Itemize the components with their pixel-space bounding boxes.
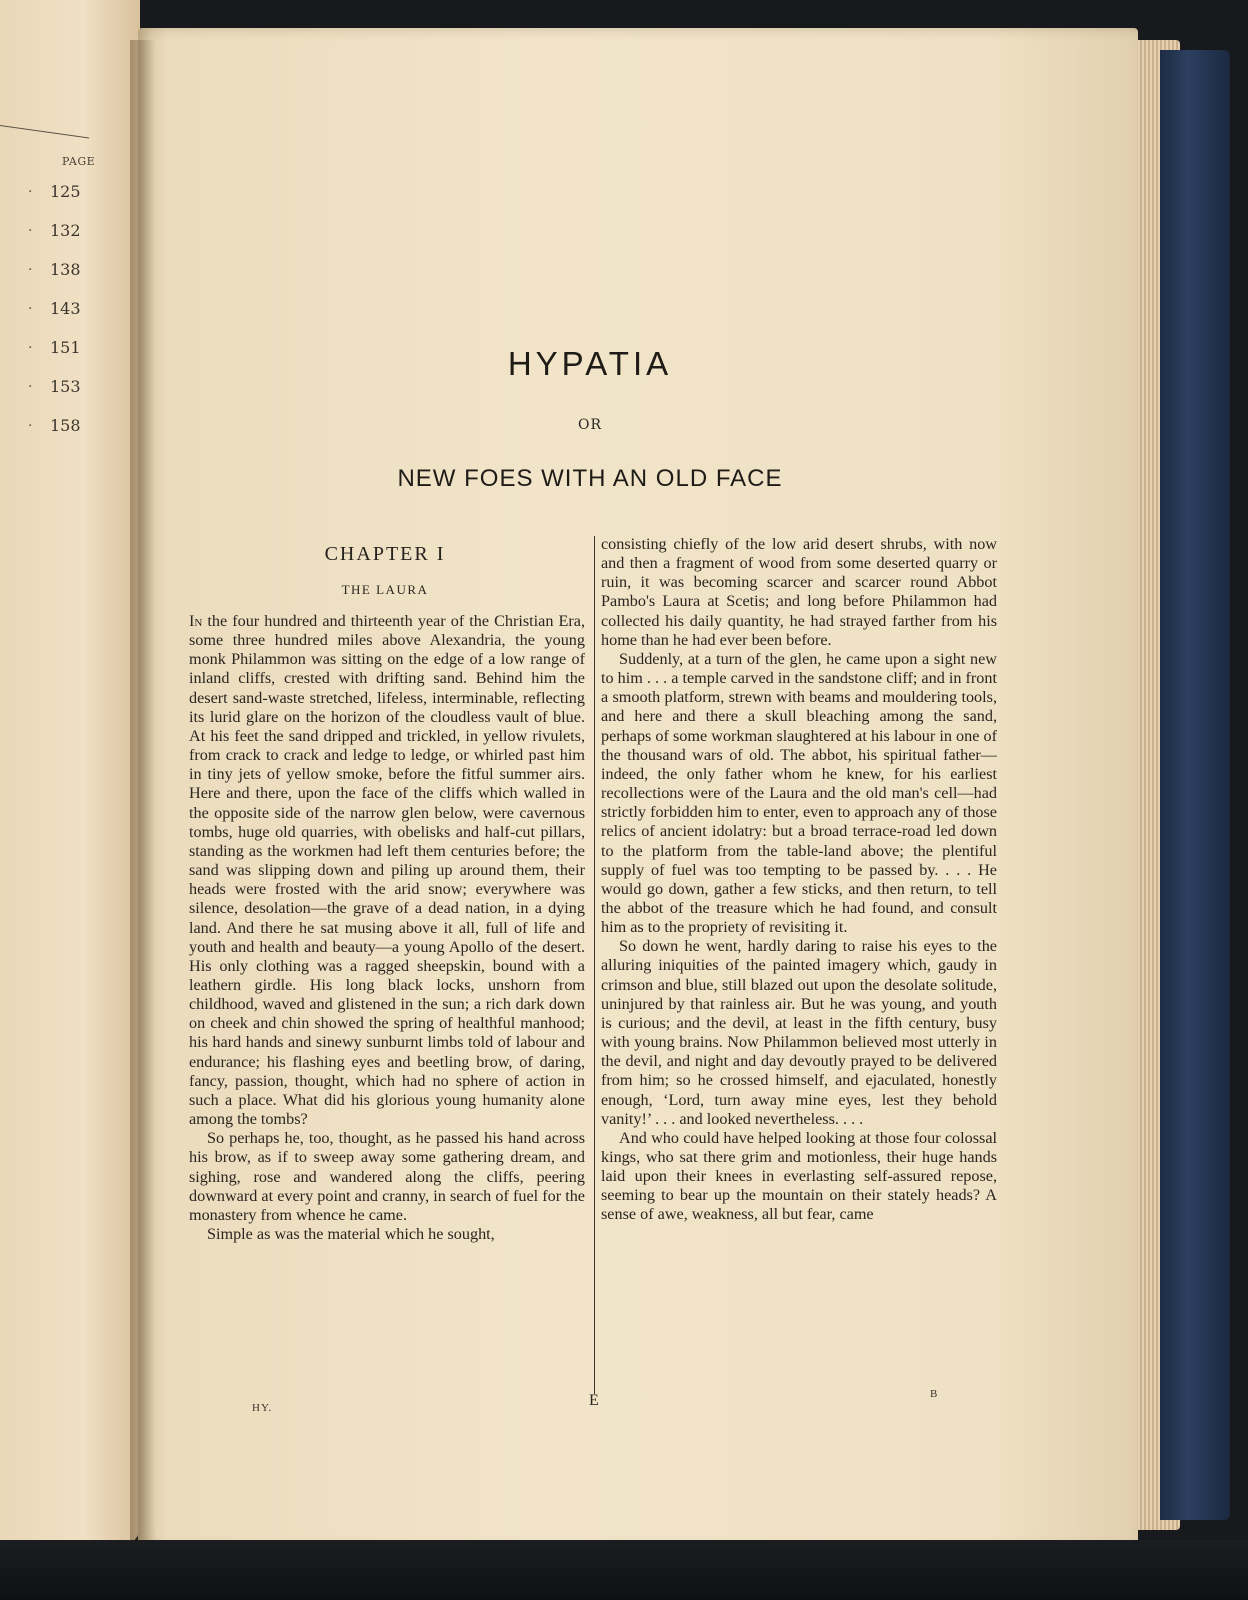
toc-dot: · <box>28 417 33 434</box>
toc-page-number: 138 <box>50 260 81 279</box>
toc-dot: · <box>28 378 33 395</box>
toc-dot: · <box>28 339 33 356</box>
toc-entry <box>28 172 108 211</box>
paragraph: And who could have helped looking at those four colossal kings, who sat there grim and motionless, their huge hands laid upon their knees in everlasting self-assured repose, seeming to bear up the mountain on their stately heads? A sense of awe, weakness, all but fear, came <box>601 1128 997 1224</box>
chapter-heading: CHAPTER I <box>324 543 446 565</box>
signature-mark-right: B <box>930 1388 938 1400</box>
toc-list <box>28 172 108 445</box>
toc-entry <box>28 367 108 406</box>
toc-entry <box>28 328 108 367</box>
table-surface <box>0 1540 1248 1600</box>
left-page <box>0 0 140 1545</box>
paragraph: So down he went, hardly daring to raise his eyes to the alluring iniquities of the painted imagery which, gaudy in crimson and blue, still blazed out upon the desolate solitude, uninjured by that rainless air. But he was young, and youth is curious; and the devil, at least in the fifth century, busy with young brains. Now Philammon believed most utterly in the devil, and night and day devoutly prayed to be delivered from him; so he crossed himself, and ejaculated, honestly enough, ‘Lord, turn away mine eyes, lest they behold vanity!’ . . . and looked nevertheless. . . . <box>601 937 997 1128</box>
toc-page-number: 151 <box>50 338 81 357</box>
book-gutter <box>130 40 156 1540</box>
toc-page-number: 158 <box>50 416 81 435</box>
toc-heading: PAGE <box>62 155 96 168</box>
signature-mark-left: HY. <box>252 1402 273 1414</box>
book-cover <box>1160 50 1230 1520</box>
toc-entry <box>28 250 108 289</box>
paragraph: consisting chiefly of the low arid desert shrubs, with now and then a fragment of wood from some deserted quarry or ruin, it was becoming scarcer and scarcer round Abbot Pambo's Laura at Scetis; and long before Philammon had collected his daily quantity, he had strayed farther from his home than he had ever been before. <box>601 535 997 649</box>
title-or: OR <box>577 417 603 433</box>
paragraph-text: the four hundred and thirteenth year of the Christian Era, some three hundred miles above Alexandria, the young monk Philammon was sitting on the edge of a low range of inland cliffs, crested with drifting sand. Behind him the desert sand-waste stretched, lifeless, interminable, reflecting its lurid glare on the horizon of the cloudless vault of blue. At his feet the sand dripped and trickled, in yellow rivulets, from crack to crack and ledge to ledge, or whirled past him in tiny jets of yellow smoke, before the fitful summer airs. Here and there, upon the face of the cliffs which walled in the opposite side of the narrow glen below, were cavernous tombs, huge old quarries, with obelisks and half-cut pillars, standing as the workmen had left them centuries before; the sand was slipping down and piling up around them, their heads were frosted with the arid snow; everywhere was silence, desolation—the grave of a dead nation, in a dying land. And there he sat musing above it all, full of life and youth and health and beauty—a young Apollo of the desert. His only clothing was a ragged sheepskin, bound with a leathern girdle. His long black locks, unshorn from childhood, waved and glistened in the sun; a rich dark down on cheek and chin showed the spring of healthful manhood; his hard hands and sinewy sunburnt limbs told of labour and endurance; his flashing eyes and beetling brow, of daring, fancy, passion, thought, which had no sphere of action in such a place. What did his glorious young humanity alone among the tombs? <box>189 612 585 1129</box>
column-divider <box>594 536 595 1394</box>
toc-page-number: 143 <box>50 299 81 318</box>
toc-page-number: 132 <box>50 221 81 240</box>
signature-mark-middle: E <box>589 1392 599 1409</box>
toc-entry <box>28 211 108 250</box>
toc-dot: · <box>28 222 33 239</box>
toc-page-number: 153 <box>50 377 81 396</box>
toc-entry <box>28 406 108 445</box>
text-column-left <box>189 612 585 1244</box>
text-column-right <box>601 535 997 1225</box>
book-subtitle: NEW FOES WITH AN OLD FACE <box>397 465 783 492</box>
toc-dot: · <box>28 183 33 200</box>
toc-dot: · <box>28 300 33 317</box>
chapter-subtitle: THE LAURA <box>341 582 429 597</box>
drop-cap: In <box>189 612 203 630</box>
toc-entry <box>28 289 108 328</box>
toc-page-number: 125 <box>50 182 81 201</box>
left-page-rule <box>0 125 89 139</box>
paragraph <box>189 612 585 1129</box>
paragraph: Suddenly, at a turn of the glen, he came upon a sight new to him . . . a temple carved in the sandstone cliff; and in front a smooth platform, strewn with beams and mouldering tools, and here and there a skull bleaching among the sand, perhaps of some workman slaughtered at his labour in one of the thousand wars of old. The abbot, his spiritual father—indeed, the only father whom he knew, for his earliest recollections were of the Laura and the old man's cell—had strictly forbidden him to enter, even to approach any of those relics of ancient idolatry: but a broad terrace-road led down to the platform from the table-land above; the plentiful supply of fuel was too tempting to be passed by. . . . He would go down, gather a few sticks, and then return, to tell the abbot of the treasure which he had found, and consult him as to the propriety of revisiting it. <box>601 649 997 937</box>
toc-dot: · <box>28 261 33 278</box>
paragraph: So perhaps he, too, thought, as he passed his hand across his brow, as if to sweep away some gathering dream, and sighing, rose and wandered along the cliffs, peering downward at every point and cranny, in search of fuel for the monastery from whence he came. <box>189 1129 585 1224</box>
book-title: HYPATIA <box>507 345 673 382</box>
paragraph: Simple as was the material which he sought, <box>207 1225 495 1243</box>
